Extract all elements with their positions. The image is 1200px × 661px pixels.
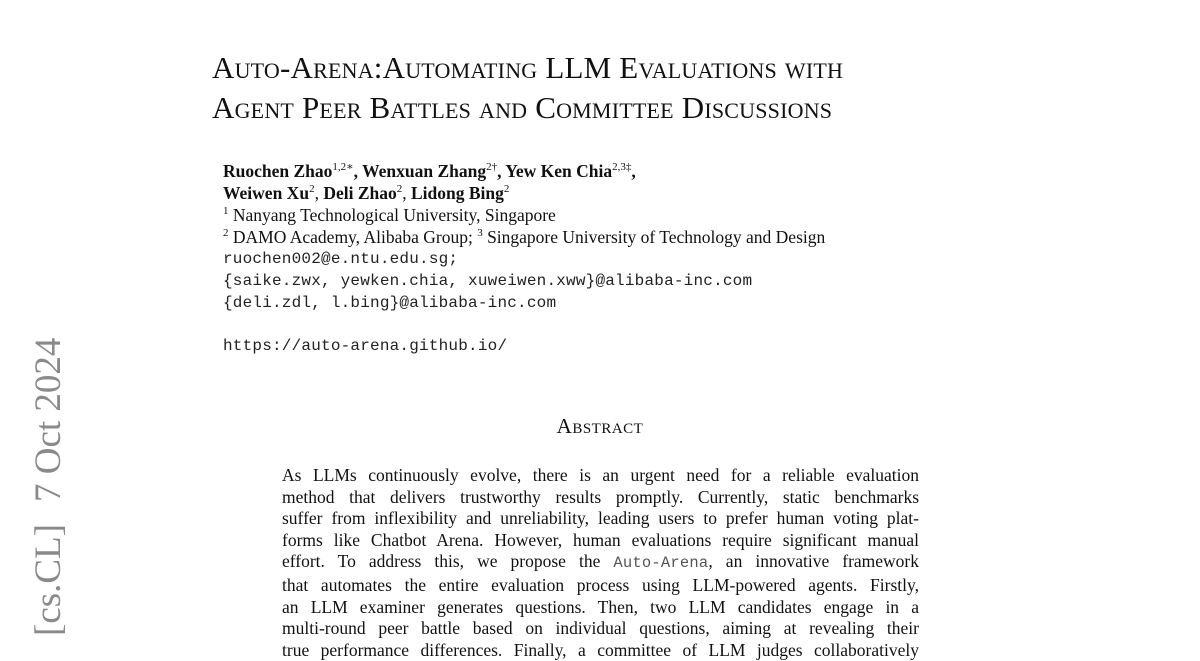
framework-name: Auto-Arena: [613, 554, 709, 573]
paper-title: [212, 48, 1012, 128]
abstract-heading: Abstract: [556, 414, 644, 438]
affiliation-sup: 1: [223, 205, 229, 218]
author-sup: 1,2∗: [332, 161, 354, 174]
author-sup: 2: [396, 183, 403, 196]
abstract-line: an LLM examiner generates questions. Then, two LLM candidates engage in a: [282, 596, 919, 617]
author-sup: 2: [309, 183, 315, 196]
title-line-2: Agent Peer Battles and Committee Discussions: [212, 90, 833, 125]
author-name: Weiwen Xu: [223, 183, 310, 203]
author-line-2: Weiwen Xu$^2$, Deli Zhao$^2$, Lidong Bing$^2$: [223, 183, 510, 203]
affiliation-text: Nanyang Technological University, Singapore: [232, 205, 556, 225]
author-name: Lidong Bing: [410, 183, 504, 203]
affiliation-text: Singapore University of Technology and Design: [487, 227, 826, 247]
author-name: Deli Zhao: [323, 183, 397, 203]
author-sup: 2: [503, 183, 510, 196]
abstract-line: suffer from inflexibility and unreliability, leading users to prefer human voting plat-: [282, 508, 919, 529]
abstract-line: method that delivers trustworthy results promptly. Currently, static benchmarks: [282, 486, 919, 507]
abstract-line: As LLMs continuously evolve, there is an urgent need for a reliable evaluation: [282, 465, 919, 485]
author-sup: 2†: [486, 161, 498, 174]
abstract-line-part: , an innovative framework: [708, 551, 920, 572]
abstract-line: true performance differences. Finally, a committee of LLM judges collaboratively: [282, 639, 919, 660]
author-name: Wenxuan Zhang: [362, 161, 487, 181]
author-line-1: Ruochen Zhao$^{1,2∗}$, Wenxuan Zhang$^{2\dagger}$, Yew Ken Chia$^{2,3\ddagger}$,: [223, 161, 636, 181]
email-line-1[interactable]: ruochen002@e.ntu.edu.sg;: [223, 250, 459, 268]
email-line-3[interactable]: {deli.zdl, l.bing}@alibaba-inc.com: [223, 294, 557, 312]
project-url-link[interactable]: https://auto-arena.github.io/: [223, 337, 508, 355]
arxiv-category: [cs.CL]: [28, 524, 69, 636]
email-line-2[interactable]: {saike.zwx, yewken.chia, xuweiwen.xww}@alibaba-inc.com: [223, 272, 753, 290]
affiliation-sup: 2: [223, 227, 229, 240]
abstract-line-part: effort. To address this, we propose the: [282, 551, 601, 572]
affiliation-sup: 3: [477, 227, 483, 240]
abstract-line: that automates the entire evaluation process using LLM-powered agents. Firstly,: [282, 574, 919, 595]
abstract-line: multi-round peer battle based on individual questions, aiming at revealing their: [282, 618, 919, 639]
author-name: Yew Ken Chia: [505, 161, 613, 181]
title-line-1: Auto-Arena:Automating LLM Evaluations with: [212, 50, 844, 85]
abstract-body: [282, 465, 919, 661]
author-sup: 2,3‡: [612, 161, 632, 174]
abstract-line: [282, 551, 919, 575]
arxiv-stamp: [30, 338, 68, 636]
author-block: [223, 160, 983, 314]
arxiv-date: 7 Oct 2024: [28, 337, 69, 502]
author-name: Ruochen Zhao: [223, 161, 333, 181]
abstract-line: forms like Chatbot Arena. However, human evaluations require significant manual: [282, 529, 919, 550]
affiliation-1: [223, 204, 983, 226]
affiliation-text: DAMO Academy, Alibaba Group;: [232, 227, 473, 247]
affiliation-2: [223, 226, 983, 248]
